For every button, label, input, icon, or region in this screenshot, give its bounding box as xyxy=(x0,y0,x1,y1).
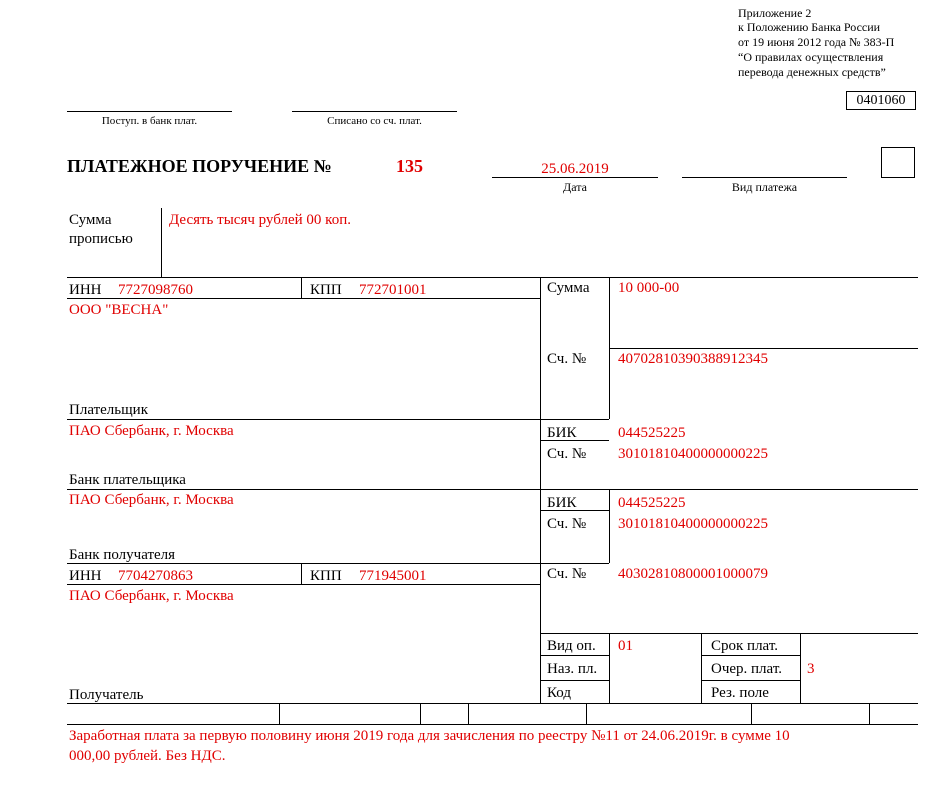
annex-line-4: “О правилах осуществления xyxy=(738,50,884,64)
order-number: 135 xyxy=(396,156,423,176)
amount-words-label-2: прописью xyxy=(69,231,133,247)
grid-line xyxy=(609,489,610,563)
grid-line xyxy=(540,563,609,564)
amount-words-label-1: Сумма xyxy=(69,212,112,228)
naz-pl-label: Наз. пл. xyxy=(547,661,598,677)
received-line xyxy=(67,111,232,112)
grid-line xyxy=(869,703,870,724)
ocher-value: 3 xyxy=(807,661,815,677)
payee-bank-label: Банк получателя xyxy=(69,547,176,563)
grid-line xyxy=(800,633,801,703)
date-label: Дата xyxy=(563,180,587,194)
payer-inn: 7727098760 xyxy=(118,282,193,298)
ocher-label: Очер. плат. xyxy=(711,661,782,677)
payee-bank-bik-label: БИК xyxy=(547,495,577,511)
grid-line xyxy=(751,703,752,724)
debited-label: Списано со сч. плат. xyxy=(327,115,422,127)
grid-line xyxy=(301,277,302,298)
sum-label: Сумма xyxy=(547,280,590,296)
annex-line-2: к Положению Банка России xyxy=(738,20,881,34)
payer-bank-account: 30101810400000000225 xyxy=(618,446,768,462)
payee-inn: 7704270863 xyxy=(118,568,193,584)
payee-bank-name: ПАО Сбербанк, г. Москва xyxy=(69,492,234,508)
grid-line xyxy=(609,633,610,703)
grid-line xyxy=(301,563,302,584)
payee-name: ПАО Сбербанк, г. Москва xyxy=(69,588,234,604)
vid-op-value: 01 xyxy=(618,638,633,654)
kod-label: Код xyxy=(547,685,571,701)
grid-line xyxy=(701,655,800,656)
grid-line xyxy=(540,277,541,703)
date-value: 25.06.2019 xyxy=(541,161,609,177)
payment-purpose-line-2: 000,00 рублей. Без НДС. xyxy=(69,748,226,764)
status-box xyxy=(881,147,915,178)
grid-line xyxy=(420,703,421,724)
payee-kpp: 771945001 xyxy=(359,568,427,584)
payer-inn-label: ИНН xyxy=(69,282,102,298)
grid-line xyxy=(540,655,609,656)
grid-line xyxy=(468,703,469,724)
grid-line xyxy=(540,419,609,420)
sum-value: 10 000-00 xyxy=(618,280,680,296)
grid-line xyxy=(67,724,918,725)
amount-words-value: Десять тысяч рублей 00 коп. xyxy=(169,212,351,228)
payer-bank-bik: 044525225 xyxy=(618,425,686,441)
payer-account-label: Сч. № xyxy=(547,351,587,367)
payer-kpp-label: КПП xyxy=(310,282,342,298)
payer-label: Плательщик xyxy=(69,402,148,418)
payee-kpp-label: КПП xyxy=(310,568,342,584)
payment-type-label: Вид платежа xyxy=(731,180,798,194)
grid-line xyxy=(540,633,918,634)
vid-op-label: Вид оп. xyxy=(547,638,596,654)
srok-label: Срок плат. xyxy=(711,638,779,654)
annex-line-3: от 19 июня 2012 года № 383-П xyxy=(738,35,895,49)
grid-line xyxy=(609,277,610,419)
grid-line xyxy=(67,419,540,420)
payee-account: 40302810800001000079 xyxy=(618,566,768,582)
grid-line xyxy=(701,680,800,681)
payment-type-line xyxy=(682,177,847,178)
grid-line xyxy=(609,348,918,349)
payer-bank-bik-label: БИК xyxy=(547,425,577,441)
grid-line xyxy=(67,489,918,490)
payee-account-label: Сч. № xyxy=(547,566,587,582)
payer-name: ООО "ВЕСНА" xyxy=(69,302,169,318)
grid-line xyxy=(67,277,918,278)
rez-label: Рез. поле xyxy=(711,685,769,701)
debited-line xyxy=(292,111,457,112)
payer-account: 40702810390388912345 xyxy=(618,351,768,367)
page-title: ПЛАТЕЖНОЕ ПОРУЧЕНИЕ № xyxy=(67,156,332,176)
grid-line xyxy=(586,703,587,724)
payee-bank-account: 30101810400000000225 xyxy=(618,516,768,532)
annex-line-5: перевода денежных средств” xyxy=(738,65,886,79)
form-code-box xyxy=(846,91,916,110)
payee-label: Получатель xyxy=(69,687,144,703)
annex-line-1: Приложение 2 xyxy=(738,6,812,20)
payee-bank-account-label: Сч. № xyxy=(547,516,587,532)
payee-inn-label: ИНН xyxy=(69,568,102,584)
payer-bank-name: ПАО Сбербанк, г. Москва xyxy=(69,423,234,439)
grid-line xyxy=(279,703,280,724)
received-label: Поступ. в банк плат. xyxy=(101,115,198,127)
amount-words-divider xyxy=(161,208,162,277)
grid-line xyxy=(67,703,918,704)
payer-bank-account-label: Сч. № xyxy=(547,446,587,462)
form-code: 0401060 xyxy=(856,93,906,108)
payer-kpp: 772701001 xyxy=(359,282,427,298)
grid-line xyxy=(701,633,702,703)
payer-bank-label: Банк плательщика xyxy=(69,472,186,488)
payee-bank-bik: 044525225 xyxy=(618,495,686,511)
date-line xyxy=(492,177,658,178)
payment-purpose-line-1: Заработная плата за первую половину июня 2019 года для зачисления по реестру №11 от 24.06.2019г. в сумме 10 xyxy=(69,728,790,744)
grid-line xyxy=(540,680,609,681)
